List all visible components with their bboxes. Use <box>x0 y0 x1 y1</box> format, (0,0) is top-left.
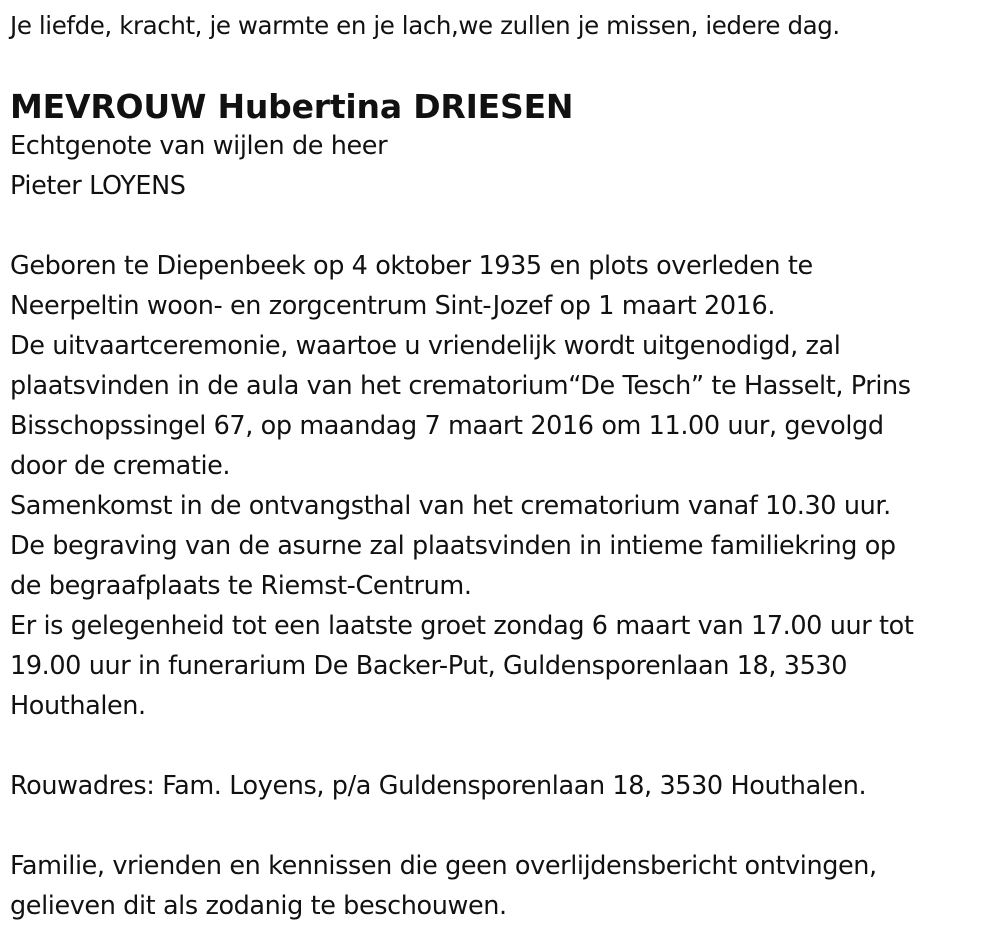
body-line: De begraving van de asurne zal plaatsvinden in intieme familiekring op <box>10 531 896 561</box>
body-line: 19.00 uur in funerarium De Backer-Put, Guldensporenlaan 18, 3530 <box>10 651 848 681</box>
body-line: Er is gelegenheid tot een laatste groet zondag 6 maart van 17.00 uur tot <box>10 611 914 641</box>
body-line: door de crematie. <box>10 451 231 481</box>
spouse-name: Pieter LOYENS <box>10 171 186 201</box>
body-line: Houthalen. <box>10 691 146 721</box>
closing-line: Familie, vrienden en kennissen die geen overlijdensbericht ontvingen, <box>10 851 877 881</box>
motto-text: Je liefde, kracht, je warmte en je lach,we zullen je missen, iedere dag. <box>10 11 840 40</box>
body-line: Geboren te Diepenbeek op 4 oktober 1935 en plots overleden te <box>10 251 813 281</box>
body-line: Neerpeltin woon- en zorgcentrum Sint-Jozef op 1 maart 2016. <box>10 291 776 321</box>
body-line: de begraafplaats te Riemst-Centrum. <box>10 571 472 601</box>
body-line: Bisschopssingel 67, op maandag 7 maart 2016 om 11.00 uur, gevolgd <box>10 411 884 441</box>
body-line: Samenkomst in de ontvangsthal van het crematorium vanaf 10.30 uur. <box>10 491 891 521</box>
spouse-line: Echtgenote van wijlen de heer <box>10 131 388 161</box>
body-line: De uitvaartceremonie, waartoe u vriendelijk wordt uitgenodigd, zal <box>10 331 841 361</box>
mourning-address: Rouwadres: Fam. Loyens, p/a Guldensporenlaan 18, 3530 Houthalen. <box>10 771 867 801</box>
closing-line: gelieven dit als zodanig te beschouwen. <box>10 891 507 921</box>
deceased-name: MEVROUW Hubertina DRIESEN <box>10 87 574 126</box>
body-line: plaatsvinden in de aula van het crematorium“De Tesch” te Hasselt, Prins <box>10 371 911 401</box>
death-notice <box>10 0 995 926</box>
